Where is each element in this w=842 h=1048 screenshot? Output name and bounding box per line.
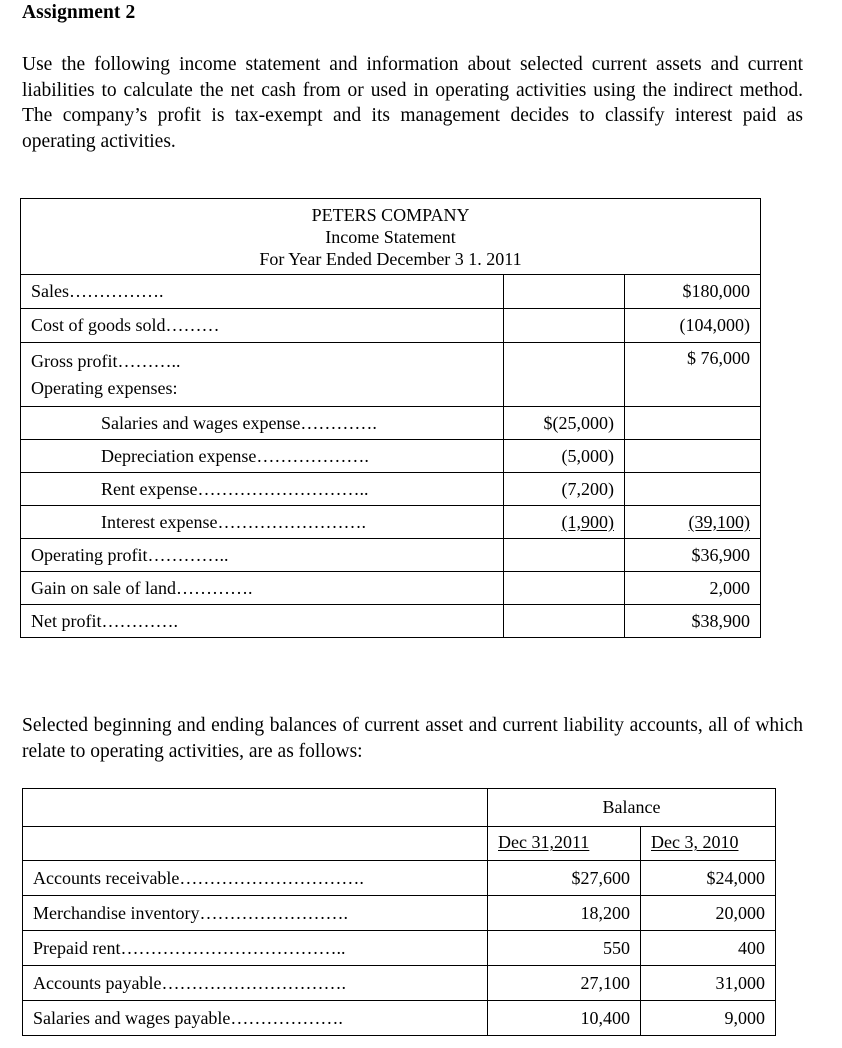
row-prior-accounts-payable: 31,000 (641, 966, 776, 1001)
row-prior-accounts-receivable: $24,000 (641, 861, 776, 896)
row-label-rent-expense: Rent expense……………………….. (21, 473, 504, 506)
row-col1-operating-profit (504, 539, 625, 572)
company-name: PETERS COMPANY (311, 205, 470, 225)
row-col2-sales: $180,000 (625, 275, 761, 309)
row-col2-gross-profit: $ 76,000 (625, 343, 761, 407)
row-current-prepaid-rent: 550 (488, 931, 641, 966)
row-col2-operating-profit: $36,900 (625, 539, 761, 572)
row-label-gross-profit: Gross profit……….. (31, 350, 181, 371)
row-col1-gain-on-sale-of-land (504, 572, 625, 605)
table-row (21, 506, 761, 539)
row-col2-rent-expense (625, 473, 761, 506)
table-row (23, 861, 776, 896)
balances-blank-header (23, 827, 488, 861)
row-col1-cost-of-goods-sold (504, 309, 625, 343)
table-row (21, 440, 761, 473)
row-label-gross-profit-group (21, 343, 504, 407)
table-row (23, 966, 776, 1001)
table-header-row (21, 199, 761, 275)
table-row (21, 473, 761, 506)
row-col1-rent-expense: (7,200) (504, 473, 625, 506)
row-col1-net-profit (504, 605, 625, 638)
table-row (21, 539, 761, 572)
row-label-accounts-payable: Accounts payable…………………………. (23, 966, 488, 1001)
row-label-gain-on-sale-of-land: Gain on sale of land…………. (21, 572, 504, 605)
table-row (21, 275, 761, 309)
row-label-prepaid-rent: Prepaid rent……………………………….. (23, 931, 488, 966)
income-statement-heading-cell (21, 199, 761, 275)
table-header-row (23, 827, 776, 861)
page-title: Assignment 2 (22, 2, 136, 23)
table-group-header-row (23, 789, 776, 827)
balances-table (22, 788, 776, 1036)
row-label-merchandise-inventory: Merchandise inventory……………………. (23, 896, 488, 931)
row-col2-net-profit: $38,900 (625, 605, 761, 638)
row-current-salaries-and-wages-payable: 10,400 (488, 1001, 641, 1036)
row-label-cost-of-goods-sold: Cost of goods sold……… (21, 309, 504, 343)
income-statement-table (20, 198, 761, 638)
row-label-operating-profit: Operating profit………….. (21, 539, 504, 572)
row-col2-cost-of-goods-sold: (104,000) (625, 309, 761, 343)
table-row (21, 605, 761, 638)
row-current-accounts-payable: 27,100 (488, 966, 641, 1001)
row-col1-gross-profit (504, 343, 625, 407)
row-prior-salaries-and-wages-payable: 9,000 (641, 1001, 776, 1036)
row-label-net-profit: Net profit…………. (21, 605, 504, 638)
column-header-current-date (488, 827, 641, 861)
balance-group-header: Balance (488, 789, 776, 827)
row-prior-prepaid-rent: 400 (641, 931, 776, 966)
row-label-salaries-and-wages-expense: Salaries and wages expense…………. (21, 407, 504, 440)
row-current-merchandise-inventory: 18,200 (488, 896, 641, 931)
table-row (21, 572, 761, 605)
row-label-depreciation-expense: Depreciation expense………………. (21, 440, 504, 473)
row-col2-total-operating-expenses: (39,100) (625, 506, 761, 539)
row-col1-depreciation-expense: (5,000) (504, 440, 625, 473)
table-row (23, 931, 776, 966)
column-header-current-date-text: Dec 31,2011 (498, 832, 590, 852)
row-label-salaries-and-wages-payable: Salaries and wages payable………………. (23, 1001, 488, 1036)
row-col2-depreciation-expense (625, 440, 761, 473)
statement-period: For Year Ended December 3 1. 2011 (259, 249, 522, 269)
column-header-prior-date-text: Dec 3, 2010 (651, 832, 739, 852)
row-current-accounts-receivable: $27,600 (488, 861, 641, 896)
row-col1-salaries-and-wages-expense: $(25,000) (504, 407, 625, 440)
row-col2-salaries-and-wages-expense (625, 407, 761, 440)
column-header-prior-date (641, 827, 776, 861)
row-label-operating-expenses: Operating expenses: (31, 377, 178, 398)
statement-name: Income Statement (325, 227, 456, 247)
row-label-accounts-receivable: Accounts receivable…………………………. (23, 861, 488, 896)
row-col1-sales (504, 275, 625, 309)
row-col1-interest-expense: (1,900) (504, 506, 625, 539)
row-col2-gain-on-sale-of-land: 2,000 (625, 572, 761, 605)
row-prior-merchandise-inventory: 20,000 (641, 896, 776, 931)
balances-account-header (23, 789, 488, 827)
table-row (21, 407, 761, 440)
row-label-sales: Sales……………. (21, 275, 504, 309)
table-row (23, 896, 776, 931)
table-row (21, 309, 761, 343)
table-row (21, 343, 761, 407)
table-row (23, 1001, 776, 1036)
row-label-interest-expense: Interest expense……………………. (21, 506, 504, 539)
intro-paragraph: Use the following income statement and information about selected current assets and current liabilities to calculate the net cash from or used in operating activities using the indirect method. The company’s profit is tax-exempt and its management decides to classify interest paid as operating activities. (22, 54, 803, 152)
mid-paragraph: Selected beginning and ending balances of current asset and current liability accounts, all of which relate to operating activities, are as follows: (22, 715, 803, 762)
